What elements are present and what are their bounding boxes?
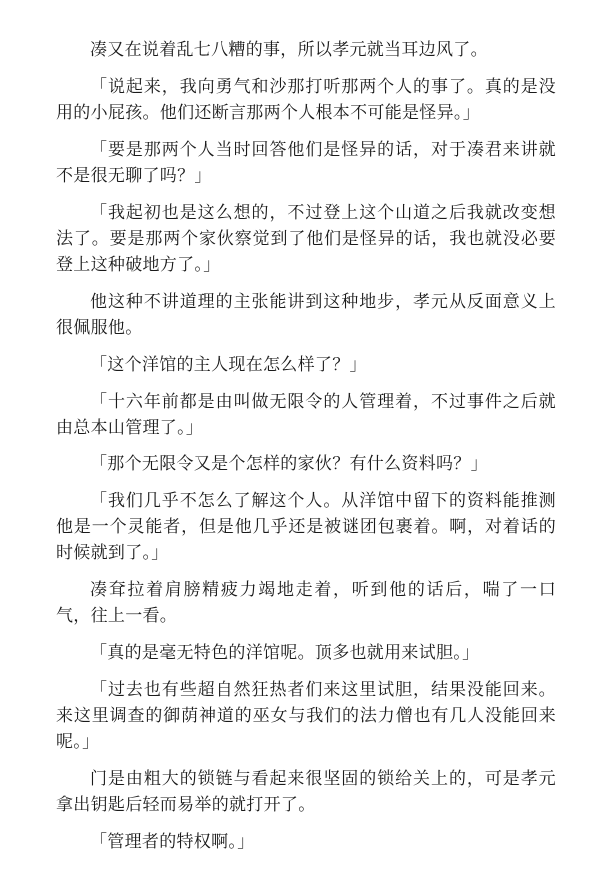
paragraph-7: 「十六年前都是由叫做无限令的人管理着，不过事件之后就由总本山管理了。」: [56, 391, 556, 438]
paragraph-9: 「我们几乎不怎么了解这个人。从洋馆中留下的资料能推测他是一个灵能者，但是他几乎还是被谜团包裹着。啊，对着话的时候就到了。」: [56, 491, 556, 564]
paragraph-3: 「要是那两个人当时回答他们是怪异的话，对于凑君来讲就不是很无聊了吗？」: [56, 139, 556, 186]
paragraph-8: 「那个无限令又是个怎样的家伙？有什么资料吗？」: [90, 454, 488, 475]
paragraph-4: 「我起初也是这么想的，不过登上这个山道之后我就改变想法了。要是那两个家伙察觉到了他们是怪异的话，我也就没必要登上这种破地方了。」: [56, 202, 556, 275]
paragraph-13: 门是由粗大的锁链与看起来很坚固的锁给关上的，可是孝元拿出钥匙后轻而易举的就打开了。: [56, 769, 556, 816]
paragraph-12: 「过去也有些超自然狂热者们来这里试胆，结果没能回来。来这里调查的御荫神道的巫女与我们的法力僧也有几人没能回来呢。」: [56, 680, 556, 753]
paragraph-2: 「说起来，我向勇气和沙那打听那两个人的事了。真的是没用的小屁孩。他们还断言那两个人根本不可能是怪异。」: [56, 76, 556, 123]
paragraph-11: 「真的是毫无特色的洋馆呢。顶多也就用来试胆。」: [90, 643, 480, 664]
paragraph-6: 「这个洋馆的主人现在怎么样了？」: [90, 354, 367, 375]
paragraph-10: 凑耷拉着肩膀精疲力竭地走着，听到他的话后，喘了一口气，往上一看。: [56, 580, 556, 627]
paragraph-1: 凑又在说着乱七八糟的事，所以孝元就当耳边风了。: [90, 40, 488, 60]
paragraph-14: 「管理者的特权啊。」: [90, 832, 255, 852]
paragraph-5: 他这种不讲道理的主张能讲到这种地步，孝元从反面意义上很佩服他。: [56, 291, 556, 338]
